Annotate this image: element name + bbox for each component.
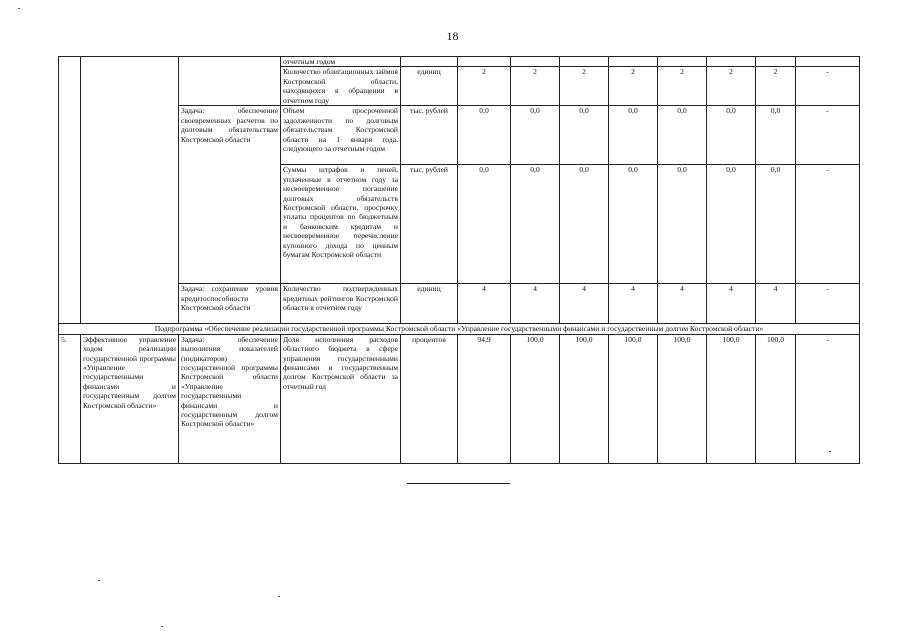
value-cell: 4 (458, 284, 511, 324)
table-row (59, 334, 860, 463)
scan-speck (161, 626, 163, 627)
value-cell: 0,0 (756, 165, 796, 284)
value-cell: 100,0 (756, 334, 796, 463)
task-cell (179, 57, 281, 106)
value-cell: 4 (756, 284, 796, 324)
goal-cell (81, 57, 179, 324)
subprogram-heading: Подпрограмма «Обеспечение реализации государственной программы Костромской области «Управление государственными финансами и государственным долгом Костромской области» (59, 324, 860, 334)
value-cell: 100,0 (609, 334, 658, 463)
table-row (59, 324, 860, 334)
table-row (59, 106, 860, 165)
row-number-cell (59, 57, 81, 324)
last-cell: - (796, 165, 860, 284)
row-number-cell: 5. (59, 334, 81, 463)
value-cell: 0,0 (707, 165, 756, 284)
value-cell: 100,0 (658, 334, 707, 463)
value-cell: 0,0 (609, 165, 658, 284)
indicator-cell: Суммы штрафов и пеней, уплаченные в отчетном году за несвоевременное погашение долговых обязательств Костромской области, просрочку уплаты процентов по бюджетным и банковским кредитам и несвоевременное перечисление купонного дохода по ценным бумагам Костромской области (281, 165, 401, 284)
value-cell: 100,0 (511, 334, 560, 463)
value-cell: 0,0 (707, 106, 756, 165)
last-cell: - (796, 106, 860, 165)
indicator-cell: Объем просроченной задолженности по долговым обязательствам Костромской области на 1 января года, следующего за отчетным годом (281, 106, 401, 165)
value-cell: 0,0 (658, 106, 707, 165)
task-cell: Задача: обеспечение своевременных расчетов по долговым обязательствам Костромской области (179, 106, 281, 284)
value-cell (756, 57, 796, 67)
value-cell: 0,0 (756, 106, 796, 165)
value-cell (511, 57, 560, 67)
value-cell: 4 (609, 284, 658, 324)
value-cell: 0,0 (458, 106, 511, 165)
value-cell: 0,0 (511, 165, 560, 284)
value-cell: 0,0 (560, 106, 609, 165)
goal-cell: Эффективное управление ходом реализации государственной программы «Управление государственными финансами и государственным долгом Костромской области» (81, 334, 179, 463)
value-cell (658, 57, 707, 67)
scan-speck (18, 8, 20, 9)
scan-speck (829, 451, 831, 452)
scan-speck (98, 580, 100, 581)
table-row (59, 284, 860, 324)
table-row (59, 57, 860, 67)
last-cell: - (796, 284, 860, 324)
last-cell: - (796, 334, 860, 463)
value-cell: 2 (658, 67, 707, 106)
value-cell: 2 (707, 67, 756, 106)
value-cell: 4 (707, 284, 756, 324)
value-cell: 100,0 (707, 334, 756, 463)
last-cell (796, 57, 860, 67)
value-cell: 4 (560, 284, 609, 324)
value-cell: 2 (609, 67, 658, 106)
unit-cell: процентов (401, 334, 458, 463)
value-cell (707, 57, 756, 67)
task-cell: Задача: обеспечение выполнения показателей (индикаторов) государственной программы Костромской области «Управление государственными финансами и государственным долгом Костромской области» (179, 334, 281, 463)
indicators-table (58, 56, 860, 464)
indicator-cell: Количество облигационных займов Костромской области, находящихся в обращении в отчетном году (281, 67, 401, 106)
value-cell: 94,9 (458, 334, 511, 463)
value-cell: 2 (458, 67, 511, 106)
unit-cell: тыс. рублей (401, 165, 458, 284)
indicator-cell: Количество подтвержденных кредитных рейтингов Костромской области в отчетном году (281, 284, 401, 324)
value-cell: 0,0 (511, 106, 560, 165)
unit-cell: тыс. рублей (401, 106, 458, 165)
unit-cell: единиц (401, 67, 458, 106)
value-cell: 4 (658, 284, 707, 324)
page-number: 18 (446, 29, 459, 43)
value-cell: 2 (511, 67, 560, 106)
value-cell: 0,0 (560, 165, 609, 284)
unit-cell: единиц (401, 284, 458, 324)
indicator-cell: отчетным годом (281, 57, 401, 67)
value-cell: 4 (511, 284, 560, 324)
value-cell: 2 (756, 67, 796, 106)
scan-speck (278, 596, 280, 597)
closing-rule (407, 483, 510, 484)
value-cell: 100,0 (560, 334, 609, 463)
indicator-cell: Доля исполнения расходов областного бюджета в сфере управления государственными финансами и государственным долгом Костромской области за отчетный год (281, 334, 401, 463)
value-cell: 0,0 (609, 106, 658, 165)
value-cell: 0,0 (458, 165, 511, 284)
value-cell: 2 (560, 67, 609, 106)
value-cell (609, 57, 658, 67)
value-cell: 0,0 (658, 165, 707, 284)
task-cell: Задача: сохранение уровня кредитоспособности Костромской области (179, 284, 281, 324)
unit-cell (401, 57, 458, 67)
value-cell (458, 57, 511, 67)
last-cell: - (796, 67, 860, 106)
value-cell (560, 57, 609, 67)
